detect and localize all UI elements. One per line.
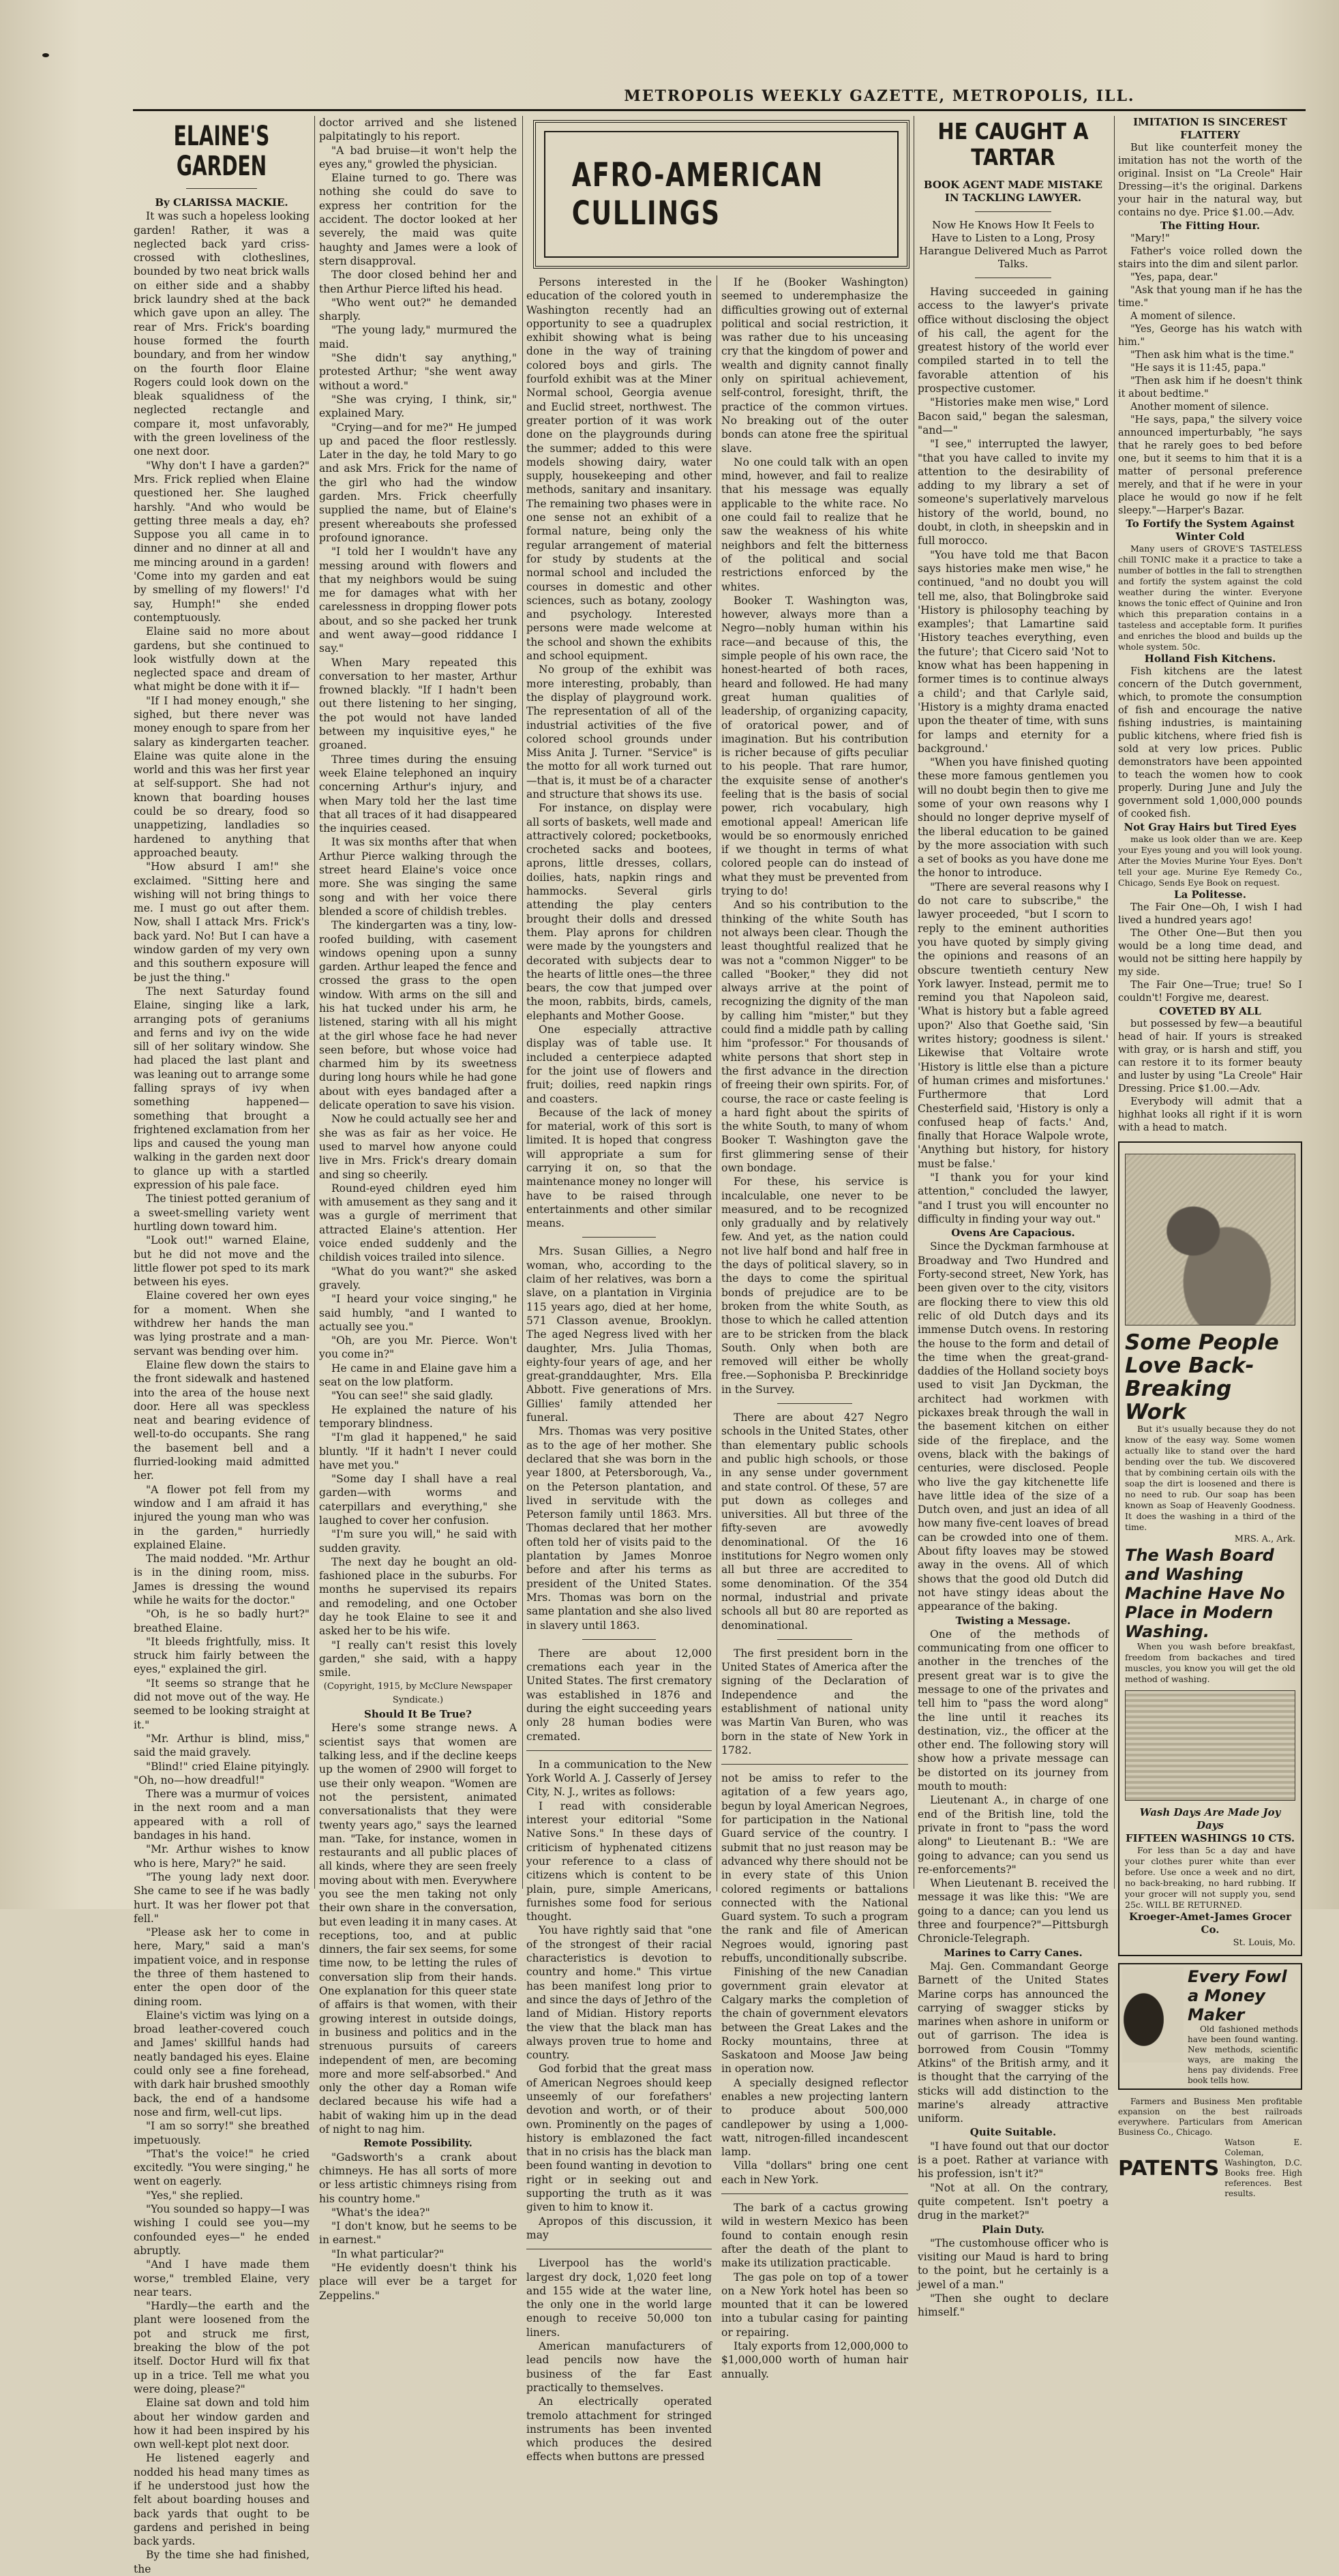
paragraph: "I see," interrupted the lawyer, "that you have called to invite my attention to the desirability of adding to my library a set of someone's superlatively marvelous history of the world, bound, no doubt, in cloth, in sheepskin and in full morocco. <box>918 438 1109 548</box>
paragraph: "Then she ought to declare himself." <box>918 2292 1109 2319</box>
paragraph: Everybody will admit that a highhat looks all right if it is worn with a head to match. <box>1118 1096 1302 1133</box>
paragraph: Booker T. Washington was, however, always more than a Negro—nobly human within his race—and because of this, the simple people of his own race, the honest-hearted of both races, heard and followed. He had many great human qualities of leadership, of organizing capacity, of oratorical power, and of imagination. But his contribution is richer because of gifts peculiar to his people. That rare humor, the exquisite sense of another's feeling that is the basis of social power, rich vocabulary, high emotional appeal! American life would be so enormously enriched if we thought in terms of what colored people can do instead of what they must be prevented from trying to do! <box>721 594 908 898</box>
paragraph: "Then ask him what is the time." <box>1130 350 1294 361</box>
washerwoman-illustration <box>1125 1154 1295 1326</box>
paragraph: Maj. Gen. Commandant George Barnett of the United States Marine corps has announced the carrying of swagger sticks by marines when ashore in uniform or out of garrison. The idea is borrowed from Cousin "Tommy Atkins" of the British army, and it is thought that the carrying of the sticks will add distinction to the marine's already attractive uniform. <box>918 1960 1109 2125</box>
headline-elaines-garden: ELAINE'S GARDEN <box>173 121 270 182</box>
ad-body: Old fashioned methods have been found wanting. New methods, scientific ways, are making the hens pay dividends. Free book tells how. <box>1188 2024 1298 2085</box>
paragraph: I read with considerable interest your editorial "Some Native Sons." In these days of criticism of hyphenated citizens your reference to a class of citizens which is content to be plain, pure, simple Americans, furnishes some food for serious thought. <box>526 1799 712 1923</box>
paragraph: "You sounded so happy—I was wishing I could see you—my confounded eyes—" he ended abruptly. <box>134 2203 310 2257</box>
paragraph: "I don't know, but he seems to be in earnest." <box>319 2220 517 2247</box>
paragraph: For instance, on display were all sorts of baskets, well made and attractively colored; pocketbooks, crocheted sacks and bootees, aprons, little dresses, collars, doilies, hats, napkin rings and hammocks. Several girls attending the play centers brought their dolls and dressed them. Play aprons for children were made by the youngsters and decorated with subjects dear to the hearts of little ones—the three bears, the cow that jumped over the moon, rabbits, birds, camels, elephants and Mother Goose. <box>526 802 712 1022</box>
paragraph: "Mr. Arthur is blind, miss," said the maid gravely. <box>134 1732 310 1759</box>
paragraph: Elaine said no more about gardens, but she continued to look wistfully down at the neglected space and dream of what might be done with it if— <box>134 625 310 693</box>
ad-title-back-breaking: Some People Love Back-Breaking Work <box>1125 1330 1279 1424</box>
divider <box>721 1764 908 1765</box>
cullings-banner-inner <box>544 131 899 258</box>
paragraph: "Crying—and for me?" He jumped up and paced the floor restlessly. Later in the day, he told Mary to go and ask Mrs. Frick for the name of the girl who had the window garden. Mrs. Frick cheerfully supplied the name, but of Elaine's present whereabouts she professed profound ignorance. <box>319 421 517 544</box>
ad-body: When you wash before breakfast, freedom from backaches and tired muscles, you know you will get the old method of washing. <box>1125 1641 1295 1684</box>
paragraph: Persons interested in the education of the colored youth in Washington recently had an opportunity to see a quadruplex exhibit showing what is being done in the way of training colored boys and girls. The fourfold exhibit was at the Miner Normal school, Georgia avenue and Euclid street, northwest. The greater portion of it was work done on the playgrounds during the summer; added to this were models showing dairy, water supply, housekeeping and other methods, sanitary and insanitary. The remaining two phases were in one sense not an exhibit of a formal nature, being only the regular arrangement of material for study by students at the normal school and included the courses in domestic and other sciences, such as botany, zoology and psychology. Interested persons were made welcome at the school and shown the exhibits and school equipment. <box>526 276 712 663</box>
paragraph: "I'm sure you will," he said with sudden gravity. <box>319 1528 517 1555</box>
divider <box>975 211 1051 212</box>
paragraph: "Then ask him if he doesn't think it about bedtime." <box>1118 376 1302 400</box>
paragraph: Italy exports from 12,000,000 to $1,000,000 worth of human hair annually. <box>721 2340 908 2380</box>
paragraph: "Ask that young man if he has the time." <box>1118 285 1302 309</box>
ad-heading-fortify: To Fortify the System Against Winter Cold <box>1126 518 1295 543</box>
column-cullings-2 <box>721 275 908 2380</box>
paragraph: Now he could actually see her and she was as fair as her voice. He used to marvel how anyone could live in Mrs. Frick's dreary domain and sing so cheerily. <box>319 1113 517 1181</box>
ad-title-money-maker: Every Fowl a Money Maker <box>1188 1967 1287 2024</box>
paragraph: Elaine flew down the stairs to the front sidewalk and hastened into the area of the house next door. Here all was speckless neat and bearing evidence of well-to-do occupants. She rang the basement bell and a flurried-looking maid admitted her. <box>134 1358 310 1482</box>
ad-price: FIFTEEN WASHINGS 10 CTS. <box>1125 1832 1295 1844</box>
paragraph: There are about 12,000 cremations each year in the United States. The first crematory was established in 1876 and during the eight succeeding years only 28 human bodies were cremated. <box>526 1647 712 1743</box>
paragraph: One especially attractive display was of table use. It included a centerpiece adapted for the joint use of flowers and fruit; doilies, reed napkin rings and coasters. <box>526 1023 712 1105</box>
ad-body: For less than 5c a day and have your clothes purer white than ever before. Use once a week and no dirt, no back-breaking, no hard rubbing. If your grocer will not supply you, send 25c. WILL BE RETURNED. <box>1125 1845 1295 1910</box>
paragraph: "Yes," she replied. <box>146 2189 243 2202</box>
paragraph: Liverpool has the world's largest dry dock, 1,020 feet long and 155 wide at the water line, the only one in the world large enough to receive 50,000 ton liners. <box>526 2257 712 2339</box>
ad-heading-coveted: COVETED BY ALL <box>1159 1005 1261 1017</box>
paragraph: "I thank you for your kind attention," concluded the lawyer, "and I trust you will encounter no difficulty in finding your way out." <box>918 1171 1109 1225</box>
paragraph: "Blind!" cried Elaine pityingly. "Oh, no—how dreadful!" <box>134 1760 310 1786</box>
ink-blot <box>42 53 49 57</box>
paragraph: "In what particular?" <box>331 2247 445 2260</box>
paragraph: Round-eyed children eyed him with amusement as they sang and it was a gurgle of merriment that attracted Elaine's attention. Her voice ended suddenly and the childish voices trailed into silence. <box>319 1182 517 1264</box>
paragraph: A specially designed reflector enables a new projecting lantern to produce about 500,000 candlepower by using a 1,000-watt, nitrogen-filled incandescent lamp. <box>721 2076 908 2159</box>
paragraph: "I have found out that our doctor is a poet. Rather at variance with his profession, isn't it?" <box>918 2140 1109 2181</box>
paragraph: Here's some strange news. A scientist says that women are talking less, and if the decline keeps up the women of 2900 will forget to use their only weapon. "Women are not the persistent, animated conversationalists that they were twenty years ago," says the learned man. "Take, for instance, women in restaurants and all public places of all kinds, where they are seen freely moving about with men. Everywhere you see the men taking not only their own share in the conversation, but even leading it in many cases. At receptions, too, and at public dinners, the fair sex seems, for some time now, to be letting the rules of conversation slip from their hands. One explanation for this queer state of affairs is that women, with their growing interest in outside doings, in business and politics and in the strenuous pursuits of careers independent of men, are becoming more and more self-absorbed." And only the other day a Roman wife declared because his wife had a habit of waking him up in the dead of night to nag him. <box>319 1722 517 2136</box>
paragraph: The Other One—But then you would be a long time dead, and would not be sitting here happily by my side. <box>1118 928 1302 978</box>
paragraph: "That's the voice!" he cried excitedly. "You were singing," he went on eagerly. <box>134 2147 310 2188</box>
paragraph: "Not at all. On the contrary, quite competent. Isn't poetry a drug in the market?" <box>918 2181 1109 2222</box>
divider <box>721 2193 908 2194</box>
paragraph: "I'm glad it happened," he said bluntly. "If it hadn't I never could have met you." <box>319 1431 517 1471</box>
column-cullings-1 <box>526 275 712 2463</box>
paragraph: "Some day I shall have a real garden—with worms and caterpillars and everything," she laughed to cover her confusion. <box>319 1473 517 1527</box>
paragraph: "If I had money enough," she sighed, but there never was money enough to spare from her salary as kindergarten teacher. Elaine was quite alone in the world and this was her first year at self-support. She had not known that boarding houses could be so dreary, food so unappetizing, landladies so hardened to anything that approached beauty. <box>134 694 310 859</box>
paragraph: A moment of silence. <box>1130 311 1236 322</box>
paragraph: Having succeeded in gaining access to the lawyer's private office without disclosing the object of his call, the agent for the greatest history of the world ever compiled started in to tell the favorable attention of his prospective customer. <box>918 286 1109 395</box>
soap-package-illustration <box>1125 1690 1295 1801</box>
paragraph: When Mary repeated this conversation to her master, Arthur frowned blackly. "If I hadn't been out there listening to her singing, the pot would not have landed between my inquisitive eyes," he groaned. <box>319 656 517 752</box>
paragraph: There was a murmur of voices in the next room and a man appeared with a roll of bandages in his hand. <box>134 1788 310 1842</box>
paragraph: It was such a hopeless looking garden! Rather, it was a neglected back yard criss-crossed with clotheslines, bounded by two neat brick walls on either side and a shabby brick laundry shed at the back which gave upon an alley. The rear of Mrs. Frick's boarding house formed the fourth boundary, and from her window on the fourth floor Elaine Rogers could look down on the bleak squalidness of the neglected rectangle and compare it, most unfavorably, with the green loveliness of the one next door. <box>134 210 310 458</box>
column-elaines-garden-2 <box>319 116 517 2302</box>
paragraph: "Hardly—the earth and the plant were loosened from the pot and struck me first, breaking the blow of the pot itself. Doctor Hurd will fix that up in a trice. Tell me what you were doing, please?" <box>134 2300 310 2395</box>
paragraph: "How absurd I am!" she exclaimed. "Sitting here and wishing will not bring things to me. I must go out after them. Now, shall I attack Mrs. Frick's back yard. No! But I can have a window garden of my very own and this southern exposure will be just the thing." <box>134 860 310 984</box>
paragraph: The maid nodded. "Mr. Arthur is in the dining room, miss. James is dressing the wound while he waits for the doctor." <box>134 1553 310 1606</box>
paragraph: "There are several reasons why I do not care to subscribe," the lawyer proceeded, "but I scorn to reply to the eminent authorities you have quoted by simply giving the opinions and reasons of an obscure twentieth century New York lawyer. Instead, permit me to remind you that Napoleon said, 'What is history but a fable agreed upon?' Also that Goethe said, 'Sin writes history; goodness is silent.' Likewise that Voltaire wrote 'History is little else than a picture of human crimes and misfortunes.' Furthermore that Lord Chesterfield said, 'History is only a confused heap of facts.' And, finally that Horace Walpole wrote, 'Anything but history, for history must be false.' <box>918 880 1109 1170</box>
paragraph: An electrically operated tremolo attachment for stringed instruments has been invented which produces the desired effects when buttons are pressed <box>526 2395 712 2463</box>
paragraph: "Who went out?" he demanded sharply. <box>319 296 517 323</box>
paragraph: The tiniest potted geranium of a sweet-smelling variety went hurtling down toward him. <box>134 1193 310 1233</box>
paragraph: Elaine's victim was lying on a broad leather-covered couch and James' skillful hands had neatly bandaged his eyes. Elaine could only see a fine forehead, with dark hair brushed smoothly back, the end of a handsome nose and firm, well-cut lips. <box>134 2009 310 2118</box>
paragraph: "I told her I wouldn't have any messing around with flowers and that my neighbors would be suing me for damages what with her carelessness in dropping flower pots about, and so she packed her trunk and went away—good riddance I say." <box>319 545 517 655</box>
poultry-ad <box>1118 1963 1302 2090</box>
paragraph: The Fair One—Oh, I wish I had lived a hundred years ago! <box>1118 902 1302 926</box>
ad-title-wash-board: The Wash Board and Washing Machine Have No Place in Modern Washing. <box>1125 1546 1285 1641</box>
paragraph: In a communication to the New York World A. J. Casserly of Jersey City, N. J., writes as follows: <box>526 1758 712 1799</box>
ad-tagline: Wash Days Are Made Joy Days <box>1139 1806 1281 1831</box>
patents-ad-body: Watson E. Coleman, Washington, D.C. Books free. High references. Best results. <box>1224 2138 1302 2198</box>
subhead-marines: Marines to Carry Canes. <box>944 1946 1083 1959</box>
paragraph: but possessed by few—a beautiful head of hair. If yours is streaked with gray, or is harsh and stiff, you can restore it to its former beauty and luster by using "La Creole" Hair Dressing. Price $1.00.—Adv. <box>1118 1019 1302 1094</box>
paragraph: not be amiss to refer to the agitation of a few years ago, begun by loyal American Negroes, for participation in the National Guard service of the country. I submit that no just reason may be advanced why there should not be in every state of this Union colored regiments or battalions connected with the National Guard system. To such a program the rank and file of American Negroes would, ignoring past rebuffs, unconditionally subscribe. <box>721 1772 908 1965</box>
paragraph: Elaine turned to go. There was nothing she could do save to express her contrition for the accident. The doctor looked at her severely, the maid was quite haughty and James were a look of stern disapproval. <box>319 172 517 267</box>
paragraph: You have rightly said that "one of the strongest of their racial characteristics is devotion to country and home." This virtue has been manifest long prior to and since the days of Jethro of the land of Midian. History reports the view that the black man has always proven true to home and country. <box>526 1924 712 2062</box>
paragraph: "I am so sorry!" she breathed impetuously. <box>134 2120 310 2146</box>
paragraph: No group of the exhibit was more interesting, probably, than the display of playground work. The representation of all of the industrial activities of the five colored school grounds under Miss Anita J. Turner. "Service" is the motto for all work turned out—that is, it must be of a character and structure that shows its use. <box>526 663 712 800</box>
paragraph: "She was crying, I think, sir," explained Mary. <box>319 393 517 420</box>
divider <box>582 1237 657 1238</box>
paragraph: "The young lady next door. She came to see if he was badly hurt. It was her flower pot that fell." <box>134 1870 310 1925</box>
deck: BOOK AGENT MADE MISTAKE IN TACKLING LAWYER. <box>923 179 1103 204</box>
paragraph: Mrs. Thomas was very positive as to the age of her mother. She declared that she was born in the year 1800, at Petersborough, Va., on the Peterson plantation, and lived in servitude with the Peterson family until 1863. Mrs. Thomas declared that her mother often told her of visits paid to the plantation by James Monroe before and after his terms as president of the United States. Mrs. Thomas was born on the same plantation and she also lived in slavery until 1863. <box>526 1425 712 1632</box>
paragraph: Villa "dollars" bring one cent each in New York. <box>721 2159 908 2186</box>
column-caught-a-tartar <box>918 116 1109 2319</box>
column-elaines-garden-1 <box>134 116 310 2575</box>
paragraph: Father's voice rolled down the stairs into the dim and silent parlor. <box>1118 246 1302 270</box>
paragraph: "It seems so strange that he did not move out of the way. He seemed to be looking straight at it." <box>134 1677 310 1731</box>
paragraph: "Yes, papa, dear." <box>1130 272 1218 283</box>
byline: By CLARISSA MACKIE. <box>155 196 288 209</box>
ad-body: But it's usually because they do not know of the easy way. Some women actually like to stand over the hard bending over the tub. We discovered that by combining certain oils with the soap the dirt is loosened and there is no need to rub. Our soap has been known as Soap of Heavenly Goodness. It does the washing in a third of the time. <box>1125 1424 1295 1532</box>
paragraph: The next day he bought an old-fashioned place in the suburbs. For months he supervised its repairs and remodeling, and one October day he took Elaine to see it and asked her to be his wife. <box>319 1555 517 1638</box>
paragraph: "Gadsworth's a crank about chimneys. He has all sorts of more or less artistic chimneys rising from his country home." <box>319 2151 517 2205</box>
subhead-plain-duty: Plain Duty. <box>982 2223 1044 2236</box>
paragraph: "Please ask her to come in here, Mary," said a man's impatient voice, and in response the three of them hastened to enter the open door of the dining room. <box>134 1926 310 2008</box>
paragraph: It was six months after that when Arthur Pierce walking through the street heard Elaine's voice once more. She was singing the same song and with her voice there blended a score of childish trebles. <box>319 836 517 918</box>
ad-body: Farmers and Business Men profitable expansion on the best railroads everywhere. Particulars from American Business Co., Chicago. <box>1118 2097 1302 2137</box>
paragraph: He explained the nature of his temporary blindness. <box>319 1403 517 1430</box>
paragraph: "You can see!" she said gladly. <box>331 1390 494 1403</box>
paragraph: God forbid that the great mass of American Negroes should keep unseemly of our forefathers' devotion and worth, or of their own. Prominently on the pages of history is emblazoned the fact that in no crisis has the black man been found wanting in devotion to right or in seeking out and supporting the truth as it was given to him to know it. <box>526 2063 712 2214</box>
column-rule <box>522 116 523 1889</box>
ad-city: St. Louis, Mo. <box>1233 1938 1295 1948</box>
paragraph: If he (Booker Washington) seemed to underemphasize the difficulties growing out of external political and social restriction, it was rather due to his unceasing cry that the kingdom of power and wealth and dignity cannot finally only on spiritual achievement, self-control, foresight, thrift, the practice of the common virtues. No breaking out of the outer bonds can atone free the spiritual slave. <box>721 276 908 455</box>
headline-caught-a-tartar: HE CAUGHT A TARTAR <box>937 118 1089 170</box>
paragraph: But like counterfeit money the imitation has not the worth of the original. Insist on "La Creole" Hair Dressing—it's the original. Darkens your hair in the natural way, but contains no dye. Price $1.00.—Adv. <box>1118 143 1302 218</box>
masthead: METROPOLIS WEEKLY GAZETTE, METROPOLIS, ILL. <box>624 87 1135 105</box>
paragraph: Lieutenant A., in charge of one end of the British line, told the private in front to "pass the word along" to Lieutenant B.: "We are going to advance; can you send us re-enforcements?" <box>918 1794 1109 1876</box>
paragraph: And so his contribution to the thinking of the white South has not always been clear. Though the least thoughtful realized that he was not a "common Nigger" to be called "Booker," they did not always arrive at the point of recognizing the dignity of the man by calling him "mister," but they could find a middle path by calling him "professor." For thousands of white persons that short step in the first advance in the direction of freeing their own spirits. For, of course, the race or caste feeling is a hard fight about the spirits of the white South, to many of whom Booker T. Washington gave the first glimmering sense of their own bondage. <box>721 899 908 1174</box>
divider <box>582 1639 657 1640</box>
paragraph: Another moment of silence. <box>1130 402 1269 413</box>
paragraph: Elaine covered her own eyes for a moment. When she withdrew her hands the man was lying prostrate and a man-servant was bending over him. <box>134 1289 310 1358</box>
paragraph: Because of the lack of money for material, work of this sort is limited. It is hoped that congress will appropriate a sum for carrying it on, so that the maintenance money no longer will have to be raised through entertainments and other similar means. <box>526 1106 712 1230</box>
paragraph: There are about 427 Negro schools in the United States, other than elementary public schools and public high schools, or those in any sense under government and state control. Of these, 57 are put down as colleges and universities. All but three of the fifty-seven are avowedly denominational. Of the 16 institutions for Negro women only all but three are accredited to some denomination. Of the 354 normal, industrial and private schools all but 80 are reported as denominational. <box>721 1411 908 1632</box>
paragraph: "The young lady," murmured the maid. <box>319 324 517 350</box>
copyright-credit: (Copyright, 1915, by McClure Newspaper Syndicate.) <box>323 1681 513 1705</box>
paragraph: "I really can't resist this lovely garden," she said, with a happy smile. <box>319 1638 517 1679</box>
paragraph: Since the Dyckman farmhouse at Broadway and Two Hundred and Forty-second street, New York, has been given over to the city, visitors are flocking there to view this old relic of old Dutch days and its immense Dutch ovens. In restoring the house to the form and detail of the time when the great-grand-daddies of the Holland society boys used to visit Jan Dyckman, the architect had workmen with pickaxes break through the wall in the basement kitchen on either side of the fireplace, and the ovens, black with the bakings of centuries, were disclosed. People who live the gay kitchenette life have little idea of the size of a Dutch oven, and just an idea of all how many five-cent loaves of bread can be crowded into one of them. About fifty loaves may be stowed away in the ovens. All of which shows that the good old Dutch did not have stingy ideas about the appearance of the baking. <box>918 1240 1109 1613</box>
paragraph: "Mary!" <box>1130 233 1170 244</box>
ad-heading-tired-eyes: Not Gray Hairs but Tired Eyes <box>1124 821 1297 833</box>
divider <box>777 1403 852 1404</box>
divider <box>186 188 256 189</box>
paragraph: "It bleeds frightfully, miss. It struck him fairly between the eyes," explained the girl. <box>134 1635 310 1676</box>
divider <box>777 1639 852 1640</box>
paragraph: make us look older than we are. Keep your Eyes young and you will look young. After the Movies Murine Your Eyes. Don't tell your age. Murine Eye Remedy Co., Chicago, Sends Eye Book on request. <box>1118 834 1302 888</box>
paragraph: "Oh, is he so badly hurt?" breathed Elaine. <box>134 1608 310 1634</box>
divider <box>526 1750 712 1751</box>
paragraph: "Look out!" warned Elaine, but he did not move and the little flower pot sped to its mark between his eyes. <box>134 1234 310 1289</box>
paragraph: "And I have made them worse," trembled Elaine, very near tears. <box>134 2258 310 2298</box>
hen-illustration <box>1122 1967 1184 2063</box>
paragraph: "When you have finished quoting these more famous gentlemen you will no doubt begin then to give me some of your own reasons why I should no longer deprive myself of the liberal education to be gained by the more association with such a set of books as you have done me the honor to introduce. <box>918 756 1109 880</box>
paragraph: Elaine sat down and told him about her window garden and how it had been inspired by his own well-kept plot next door. <box>134 2397 310 2451</box>
paragraph: "Mr. Arthur wishes to know who is here, Mary?" he said. <box>134 1843 310 1870</box>
paragraph: When Lieutenant B. received the message it was like this: "We are going to a dance; can you lend us three and fourpence?"—Pittsburgh Chronicle-Telegraph. <box>918 1877 1109 1945</box>
subhead-holland-fish: Holland Fish Kitchens. <box>1144 653 1276 665</box>
paragraph: The Fair One—True; true! So I couldn't! Forgive me, dearest. <box>1118 980 1302 1004</box>
column-rule <box>314 116 315 1889</box>
paragraph: "Yes, George has his watch with him." <box>1118 324 1302 348</box>
column-rule <box>1114 116 1115 1889</box>
paragraph: The bark of a cactus growing wild in western Mexico has been found to contain enough resin after the death of the plant to make its utilization practicable. <box>721 2202 908 2270</box>
paragraph: No one could talk with an open mind, however, and fail to realize that his message was equally applicable to the white race. No one could fail to realize that he saw the weakness of his white neighbors and felt the bitterness of the political and social restrictions enforced by the whites. <box>721 455 908 593</box>
paragraph: "He says, papa," the silvery voice announced imperturbably, "he says that he rarely goes to bed before one, but it seems to him that it is a matter of personal preference merely, and that if he were in your place he would go now if he felt sleepy."—Harper's Bazar. <box>1118 415 1302 516</box>
subhead-quite-suitable: Quite Suitable. <box>969 2126 1057 2139</box>
paragraph: "He says it is 11:45, papa." <box>1130 363 1266 374</box>
paragraph: For these, his service is incalculable, one never to be measured, and to be recognized only gradually and by relatively few. And yet, as the nation could not live half bond and half free in the days of political slavery, so in the days to come the spiritual bonds of prejudice are to be broken from the white South, as those to which he called attention are to be stricken from the black South. Only when both are removed will either be wholly free.—Sophonisba P. Breckinridge in the Survey. <box>721 1175 908 1396</box>
paragraph: "Histories make men wise," Lord Bacon said," began the salesman, "and—" <box>918 396 1109 436</box>
paragraph: Three times during the ensuing week Elaine telephoned an inquiry concerning Arthur's injury, and when Mary told her the last time that all traces of it had disappeared the inquiries ceased. <box>319 753 517 835</box>
subhead-la-politesse: La Politesse. <box>1174 888 1246 901</box>
ad-heading-imitation: IMITATION IS SINCEREST FLATTERY <box>1133 116 1287 141</box>
masthead-rule <box>133 109 1306 111</box>
paragraph: He listened eagerly and nodded his head many times as if he understood just how the felt about boarding houses and back yards that ought to be gardens and perished in being back yards. <box>134 2452 310 2548</box>
paragraph: The next Saturday found Elaine, singing like a lark, arranging pots of geraniums and ferns and ivy on the wide sill of her solitary window. She had placed the last plant and was leaning out to arrange some falling sprays of ivy when something happened—something that brought a frightened exclamation from her lips and caused the young man walking in the garden next door to glance up with a startled expression of his pale face. <box>134 985 310 1192</box>
paragraph: Mrs. Susan Gillies, a Negro woman, who, according to the claim of her relatives, was born a slave, on a plantation in Virginia 115 years ago, died at her home, 571 Classon avenue, Brooklyn. The aged Negress lived with her daughter, Mrs. Julia Thomas, eighty-four years of age, and her great-granddaughter, Mrs. Ella Abbott. Five generations of Mrs. Gillies' family attended her funeral. <box>526 1245 712 1424</box>
paragraph: The gas pole on top of a tower on a New York hotel has been so mounted that it can be lowered into a tubular casing for painting or repairing. <box>721 2271 908 2339</box>
paragraph: "A bad bruise—it won't help the eyes any," growled the physician. <box>319 144 517 170</box>
paragraph: "A flower pot fell from my window and I am afraid it has injured the young man who was in the garden," hurriedly explained Elaine. <box>134 1483 310 1551</box>
paragraph: The door closed behind her and then Arthur Pierce lifted his head. <box>319 269 517 295</box>
washing-ad <box>1118 1141 1302 1956</box>
patents-ad-title: PATENTS <box>1118 2156 1220 2181</box>
subhead-remote-possibility: Remote Possibility. <box>363 2137 472 2150</box>
subhead-should-it-be-true: Should It Be True? <box>364 1708 472 1721</box>
subhead-ovens: Ovens Are Capacious. <box>951 1227 1075 1240</box>
cullings-banner <box>533 120 909 269</box>
paragraph: Many users of GROVE'S TASTELESS chill TONIC make it a practice to take a number of bottles in the fall to strengthen and fortify the system against the cold weather during the winter. Everyone knows the tonic effect of Quinine and Iron which this preparation contains in a tasteless and acceptable form. It purifies and enriches the blood and builds up the whole system. 50c. <box>1118 543 1302 652</box>
deck: Now He Knows How It Feels to Have to Listen to a Long, Prosy Harangue Delivered Much as Parrot Talks. <box>919 219 1107 270</box>
paragraph: The first president born in the United States of America after the signing of the Declaration of Independence and the establishment of national unity was Martin Van Buren, who was born in the state of New York in 1782. <box>721 1647 908 1756</box>
paragraph: American manufacturers of lead pencils now have the business of the far East practically to themselves. <box>526 2340 712 2394</box>
paragraph: One of the methods of communicating from one officer to another in the trenches of the present great war is to give the message to one of the privates and tell him to "pass the word along" the line until it reaches its destination, viz., the officer at the other end. The following story will show how a private message can be distorted on its journey from mouth to mouth: <box>918 1628 1109 1793</box>
paragraph: "The customhouse officer who is visiting our Maud is hard to bring to the point, but he certainly is a jewel of a man." <box>918 2236 1109 2291</box>
paragraph: "Why don't I have a garden?" Mrs. Frick replied when Elaine questioned her. She laughed harshly. "And who would be getting three meals a day, eh? Suppose you all came in to dinner and no dinner at all and me mincing around in a garden! 'Come into my garden and eat by smelling of my flowers!' I'd say, Humph!" she ended contemptuously. <box>134 459 310 624</box>
paragraph: He came in and Elaine gave him a seat on the low platform. <box>319 1362 517 1389</box>
paragraph: "Oh, are you Mr. Pierce. Won't you come in?" <box>319 1334 517 1361</box>
subhead-twisting-a-message: Twisting a Message. <box>955 1614 1071 1627</box>
column-advertisements <box>1118 116 1302 2198</box>
paragraph: Finishing of the new Canadian government grain elevator at Calgary marks the completion of the chain of government elevators between the Great Lakes and the Rocky mountains, three at Saskatoon and Moose Jaw being in operation now. <box>721 1966 908 2076</box>
paragraph: doctor arrived and she listened palpitatingly to his report. <box>319 117 517 143</box>
paragraph: "You have told me that Bacon says histories make men wise," he continued, "and no doubt you will tell me, also, that Bolingbroke said 'History is philosophy teaching by examples'; that Lamartine said 'History teaches everything, even the future'; that Cicero said 'Not to know what has been happening in former times is to continue always a child'; and that Carlyle said, 'History is a mighty drama enacted upon the theater of time, with suns for lamps and eternity for a background.' <box>918 548 1109 755</box>
cullings-title: AFRO-AMERICAN CULLINGS <box>571 156 824 233</box>
paragraph: "She didn't say anything," protested Arthur; "she went away without a word." <box>319 352 517 392</box>
paragraph: Apropos of this discussion, it may <box>526 2215 712 2241</box>
paragraph: "I heard your voice singing," he said humbly, "and I wanted to actually see you." <box>319 1293 517 1333</box>
paragraph: The kindergarten was a tiny, low-roofed building, with casement windows opening upon a sunny garden. Arthur leaped the fence and crossed the grass to the open window. With arms on the sill and his hat tucked under his arm, he listened, staring with all his might at the girl whose face he had never seen before, but whose voice had charmed him by its sweetness during long hours while he had gone about with eyes bandaged after a delicate operation to save his vision. <box>319 919 517 1112</box>
ad-maker: Kroeger-Amet-James Grocer Co. <box>1128 1911 1292 1936</box>
paragraph: Fish kitchens are the latest concern of the Dutch government, which, to promote the consumption of fish and encourage the native fishing industries, is maintaining public kitchens, where fried fish is sold at very low prices. Public demonstrators have been appointed to teach the women how to cook properly. During June and July the government sold 1,000,000 pounds of cooked fish. <box>1118 666 1302 820</box>
paragraph: "What do you want?" she asked gravely. <box>319 1265 517 1291</box>
ad-signature: MRS. A., Ark. <box>1234 1534 1295 1544</box>
subhead-fitting-hour: The Fitting Hour. <box>1160 220 1261 232</box>
paragraph: By the time she had finished, the <box>134 2549 310 2575</box>
paragraph: "He evidently doesn't think his place will ever be a target for Zeppelins." <box>319 2262 517 2302</box>
paragraph: "What's the idea?" <box>331 2206 430 2219</box>
